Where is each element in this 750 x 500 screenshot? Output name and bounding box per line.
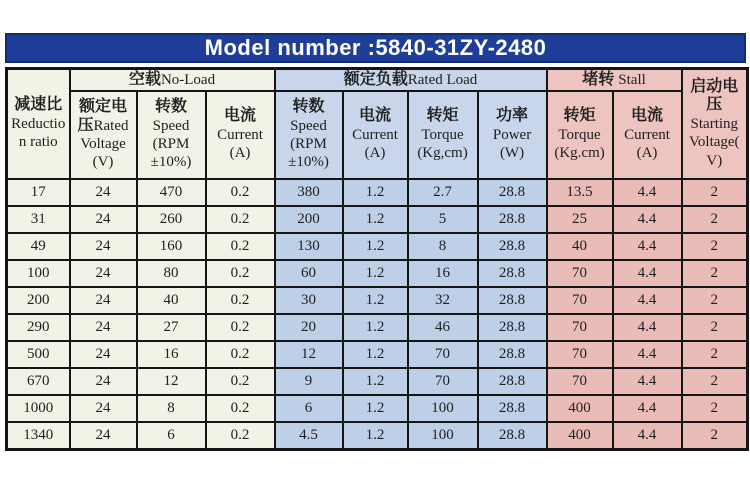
cell-rated-torque: 16 (408, 260, 478, 287)
cell-stall-torque: 70 (547, 314, 613, 341)
cell-noload-speed: 160 (137, 233, 206, 260)
cell-stall-torque: 400 (547, 395, 613, 422)
col-header-rated-power: 功率Power (W) (478, 91, 547, 179)
table-row (7, 314, 748, 341)
cell-rated-power: 28.8 (478, 206, 547, 233)
cell-rated-power: 28.8 (478, 233, 547, 260)
cell-stall-torque: 400 (547, 422, 613, 450)
table-row (7, 179, 748, 206)
cell-stall-torque: 25 (547, 206, 613, 233)
no-load-label-en: No-Load (160, 71, 216, 88)
cell-rated-speed: 4.5 (275, 422, 343, 450)
cell-noload-current: 0.2 (206, 314, 275, 341)
cell-rated-power: 28.8 (478, 260, 547, 287)
cell-starting-voltage: 2 (682, 422, 748, 450)
cell-reduction-ratio: 49 (7, 233, 70, 260)
cell-stall-torque: 70 (547, 260, 613, 287)
table-row (7, 233, 748, 260)
cell-reduction-ratio: 200 (7, 287, 70, 314)
cell-rated-power: 28.8 (478, 314, 547, 341)
cell-stall-torque: 70 (547, 341, 613, 368)
cell-noload-speed: 470 (137, 179, 206, 206)
rated-load-label-zh: 额定负载 (343, 70, 408, 88)
cell-noload-speed: 260 (137, 206, 206, 233)
cell-noload-current: 0.2 (206, 368, 275, 395)
cell-rated-torque: 5 (408, 206, 478, 233)
cell-rated-speed: 60 (275, 260, 343, 287)
table-row (7, 368, 748, 395)
cell-starting-voltage: 2 (682, 314, 748, 341)
cell-rated-current: 1.2 (343, 260, 408, 287)
col-header-rated-speed: 转数Speed (RPM ±10%) (275, 91, 343, 179)
cell-rated-power: 28.8 (478, 422, 547, 450)
starting-voltage-label-en: Starting Voltage(V) (689, 115, 740, 169)
cell-noload-current: 0.2 (206, 233, 275, 260)
cell-rated-current: 1.2 (343, 422, 408, 450)
cell-noload-current: 0.2 (206, 422, 275, 450)
cell-starting-voltage: 2 (682, 395, 748, 422)
cell-rated-voltage: 24 (70, 314, 137, 341)
col-header-rated-torque: 转矩Torque (Kg,cm) (408, 91, 478, 179)
cell-noload-current: 0.2 (206, 395, 275, 422)
cell-reduction-ratio: 290 (7, 314, 70, 341)
rated-load-label-en: Rated Load (407, 71, 478, 88)
cell-rated-torque: 70 (408, 368, 478, 395)
cell-rated-speed: 6 (275, 395, 343, 422)
cell-starting-voltage: 2 (682, 233, 748, 260)
cell-rated-speed: 30 (275, 287, 343, 314)
cell-rated-current: 1.2 (343, 287, 408, 314)
cell-stall-torque: 70 (547, 368, 613, 395)
cell-starting-voltage: 2 (682, 341, 748, 368)
cell-stall-current: 4.4 (613, 314, 682, 341)
cell-reduction-ratio: 670 (7, 368, 70, 395)
cell-rated-voltage: 24 (70, 206, 137, 233)
table-row (7, 395, 748, 422)
cell-reduction-ratio: 500 (7, 341, 70, 368)
cell-rated-torque: 46 (408, 314, 478, 341)
detail-header-row (7, 91, 748, 179)
cell-starting-voltage: 2 (682, 368, 748, 395)
col-header-rated-current: 电流Current (A) (343, 91, 408, 179)
cell-stall-current: 4.4 (613, 287, 682, 314)
group-header-row (7, 69, 748, 92)
cell-noload-current: 0.2 (206, 287, 275, 314)
cell-noload-current: 0.2 (206, 260, 275, 287)
group-header-stall (547, 69, 682, 92)
cell-rated-current: 1.2 (343, 233, 408, 260)
cell-stall-current: 4.4 (613, 206, 682, 233)
reduction-ratio-header (7, 69, 70, 180)
cell-rated-current: 1.2 (343, 314, 408, 341)
col-header-rated-voltage: 额定电压Rated Voltage (V) (70, 91, 137, 179)
cell-rated-torque: 2.7 (408, 179, 478, 206)
cell-noload-speed: 16 (137, 341, 206, 368)
stall-label-zh: 堵转 (582, 70, 615, 88)
cell-rated-power: 28.8 (478, 395, 547, 422)
col-header-stall-current: 电流Current (A) (613, 91, 682, 179)
reduction-ratio-label-en: Reduction ratio (11, 115, 66, 151)
cell-stall-current: 4.4 (613, 341, 682, 368)
cell-rated-voltage: 24 (70, 179, 137, 206)
col-header-stall-torque: 转矩Torque (Kg.cm) (547, 91, 613, 179)
col-header-noload-speed: 转数Speed (RPM ±10%) (137, 91, 206, 179)
table-row (7, 206, 748, 233)
cell-stall-current: 4.4 (613, 368, 682, 395)
group-header-rated-load (275, 69, 547, 92)
cell-rated-speed: 200 (275, 206, 343, 233)
cell-rated-voltage: 24 (70, 233, 137, 260)
cell-rated-torque: 32 (408, 287, 478, 314)
cell-stall-torque: 70 (547, 287, 613, 314)
starting-voltage-header (682, 69, 748, 180)
model-number-title: Model number :5840-31ZY-2480 (204, 35, 547, 60)
cell-rated-speed: 9 (275, 368, 343, 395)
cell-rated-power: 28.8 (478, 179, 547, 206)
cell-rated-voltage: 24 (70, 341, 137, 368)
cell-starting-voltage: 2 (682, 206, 748, 233)
stall-label-en: Stall (618, 71, 646, 88)
cell-stall-current: 4.4 (613, 395, 682, 422)
cell-noload-current: 0.2 (206, 341, 275, 368)
cell-starting-voltage: 2 (682, 287, 748, 314)
cell-noload-current: 0.2 (206, 206, 275, 233)
model-title-bar (5, 33, 746, 63)
cell-stall-current: 4.4 (613, 422, 682, 450)
cell-noload-current: 0.2 (206, 179, 275, 206)
cell-stall-current: 4.4 (613, 179, 682, 206)
cell-stall-torque: 13.5 (547, 179, 613, 206)
cell-reduction-ratio: 1340 (7, 422, 70, 450)
table-row (7, 422, 748, 450)
cell-noload-speed: 80 (137, 260, 206, 287)
cell-starting-voltage: 2 (682, 179, 748, 206)
table-row (7, 287, 748, 314)
spec-sheet (5, 33, 746, 451)
cell-rated-voltage: 24 (70, 287, 137, 314)
cell-noload-speed: 40 (137, 287, 206, 314)
reduction-ratio-label-zh: 减速比 (14, 96, 63, 114)
cell-rated-voltage: 24 (70, 395, 137, 422)
cell-rated-current: 1.2 (343, 341, 408, 368)
cell-rated-speed: 130 (275, 233, 343, 260)
cell-rated-torque: 100 (408, 395, 478, 422)
cell-rated-speed: 20 (275, 314, 343, 341)
table-row (7, 341, 748, 368)
group-header-no-load (70, 69, 275, 92)
cell-noload-speed: 6 (137, 422, 206, 450)
cell-rated-current: 1.2 (343, 206, 408, 233)
motor-spec-table (5, 67, 749, 451)
cell-rated-torque: 100 (408, 422, 478, 450)
cell-rated-voltage: 24 (70, 260, 137, 287)
cell-rated-current: 1.2 (343, 395, 408, 422)
table-row (7, 260, 748, 287)
cell-rated-power: 28.8 (478, 287, 547, 314)
cell-rated-torque: 8 (408, 233, 478, 260)
cell-rated-current: 1.2 (343, 368, 408, 395)
cell-rated-torque: 70 (408, 341, 478, 368)
cell-rated-voltage: 24 (70, 422, 137, 450)
spec-table-body (7, 179, 748, 450)
cell-reduction-ratio: 31 (7, 206, 70, 233)
starting-voltage-label-zh: 启动电压 (690, 78, 739, 114)
cell-rated-speed: 380 (275, 179, 343, 206)
cell-stall-current: 4.4 (613, 260, 682, 287)
cell-rated-speed: 12 (275, 341, 343, 368)
cell-noload-speed: 12 (137, 368, 206, 395)
no-load-label-zh: 空载 (128, 70, 161, 88)
cell-stall-current: 4.4 (613, 233, 682, 260)
cell-rated-voltage: 24 (70, 368, 137, 395)
cell-rated-current: 1.2 (343, 179, 408, 206)
cell-stall-torque: 40 (547, 233, 613, 260)
cell-noload-speed: 27 (137, 314, 206, 341)
col-header-noload-current: 电流Current (A) (206, 91, 275, 179)
cell-reduction-ratio: 1000 (7, 395, 70, 422)
cell-reduction-ratio: 100 (7, 260, 70, 287)
cell-rated-power: 28.8 (478, 368, 547, 395)
cell-rated-power: 28.8 (478, 341, 547, 368)
cell-reduction-ratio: 17 (7, 179, 70, 206)
cell-noload-speed: 8 (137, 395, 206, 422)
cell-starting-voltage: 2 (682, 260, 748, 287)
